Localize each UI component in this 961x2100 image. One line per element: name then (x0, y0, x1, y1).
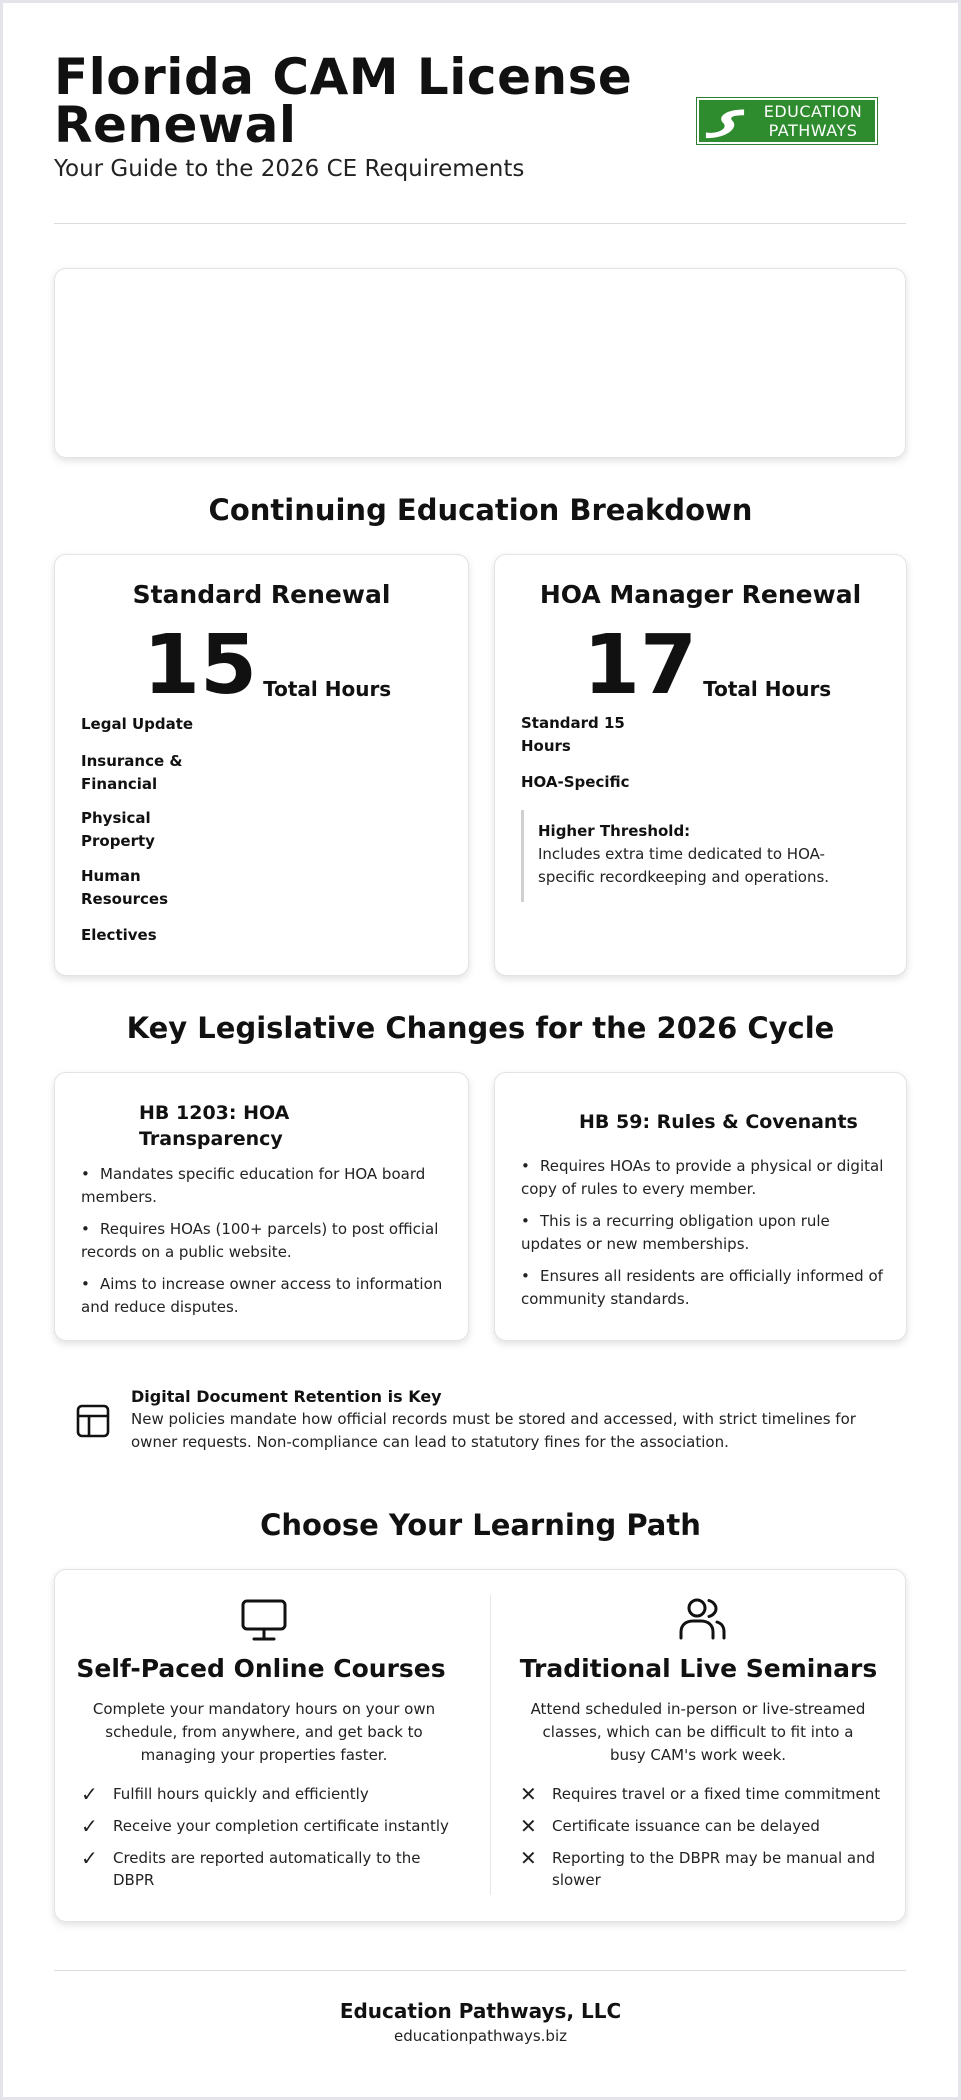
logo-line-1: EDUCATION (763, 102, 863, 121)
cross-icon: ✕ (520, 1814, 537, 1838)
monitor-icon (241, 1598, 287, 1642)
hb59-title: HB 59: Rules & Covenants (579, 1111, 858, 1133)
hoa-item: HOA-Specific (521, 773, 630, 791)
learning-path-card (54, 1569, 906, 1922)
hoa-renewal-title: HOA Manager Renewal (539, 580, 862, 609)
standard-renewal-card (54, 554, 469, 976)
list-item: ✓ Fulfill hours quickly and efficiently (81, 1782, 369, 1806)
page-title: Florida CAM License Renewal (54, 48, 633, 154)
education-pathways-logo[interactable] (696, 97, 878, 145)
callout-title: Digital Document Retention is Key (131, 1387, 442, 1406)
list-item: • Requires HOAs to provide a physical or digital copy of rules to every member. (521, 1157, 884, 1198)
online-description: Complete your mandatory hours on your own schedule, from anywhere, and get back to managing your properties faster. (92, 1700, 436, 1764)
hoa-hours-label: Total Hours (703, 677, 832, 701)
page-subtitle: Your Guide to the 2026 CE Requirements (54, 156, 525, 182)
logo-text (751, 102, 875, 140)
hoa-hours-value: 17 (583, 618, 698, 713)
hb1203-title: HB 1203: HOA Transparency (139, 1102, 290, 1150)
breakdown-heading: Continuing Education Breakdown (208, 493, 753, 527)
legislation-heading: Key Legislative Changes for the 2026 Cycle (126, 1011, 835, 1045)
hoa-item: Standard 15 Hours (521, 714, 625, 755)
standard-item: Electives (81, 926, 157, 944)
footer-company: Education Pathways, LLC (339, 1999, 622, 2023)
standard-item: Physical Property (81, 809, 155, 850)
learning-heading: Choose Your Learning Path (260, 1508, 701, 1542)
callout-body: New policies mandate how official records must be stored and accessed, with strict timelines for owner requests. Non-compliance can lead to statutory fines for the association. (131, 1410, 856, 1451)
hero-card (54, 268, 906, 458)
standard-item: Human Resources (81, 867, 169, 908)
live-points (520, 1783, 900, 1901)
note-title: Higher Threshold: (538, 822, 691, 840)
standard-hours (143, 618, 392, 713)
users-icon (677, 1596, 727, 1642)
list-item: • Ensures all residents are officially informed of community standards. (521, 1267, 883, 1308)
list-item: ✓ Receive your completion certificate instantly (81, 1814, 449, 1838)
cross-icon: ✕ (520, 1846, 537, 1870)
hb1203-card (54, 1072, 469, 1341)
list-item: ✓ Credits are reported automatically to the DBPR (81, 1846, 421, 1889)
check-icon: ✓ (81, 1846, 98, 1870)
standard-item: Legal Update (81, 715, 194, 733)
list-item: • Mandates specific education for HOA board members. (81, 1165, 426, 1206)
note-body: Includes extra time dedicated to HOA-specific recordkeeping and operations. (538, 845, 830, 886)
standard-hours-label: Total Hours (263, 677, 392, 701)
standard-renewal-title: Standard Renewal (132, 580, 391, 609)
standard-item: Insurance & Financial (81, 752, 183, 793)
higher-threshold-note (521, 810, 858, 902)
hoa-hours (583, 618, 832, 713)
hb59-card (494, 1072, 907, 1341)
check-icon: ✓ (81, 1782, 98, 1806)
hb1203-bullets (81, 1163, 446, 1328)
list-item: • Aims to increase owner access to information and reduce disputes. (81, 1275, 443, 1316)
list-item: ✕ Certificate issuance can be delayed (520, 1814, 820, 1838)
logo-line-2: PATHWAYS (768, 121, 858, 140)
layout-icon (75, 1403, 113, 1441)
check-icon: ✓ (81, 1814, 98, 1838)
footer-divider (54, 1970, 906, 1971)
header-divider (54, 223, 906, 224)
live-title: Traditional Live Seminars (519, 1654, 878, 1683)
hoa-renewal-card (494, 554, 907, 976)
road-icon (699, 100, 751, 142)
standard-hours-value: 15 (143, 618, 258, 713)
footer-url-link[interactable]: educationpathways.biz (393, 2027, 567, 2045)
hb59-bullets (521, 1155, 886, 1320)
list-item: • This is a recurring obligation upon rule updates or new memberships. (521, 1212, 830, 1253)
logo-badge (699, 100, 875, 142)
online-points (81, 1783, 461, 1901)
online-title: Self-Paced Online Courses (76, 1654, 446, 1683)
list-item: • Requires HOAs (100+ parcels) to post official records on a public website. (81, 1220, 439, 1261)
column-divider (490, 1595, 491, 1895)
list-item: ✕ Requires travel or a fixed time commitment (520, 1782, 881, 1806)
page (3, 3, 958, 2097)
live-description: Attend scheduled in-person or live-streamed classes, which can be difficult to fit into a busy CAM's work week. (530, 1700, 866, 1764)
list-item: ✕ Reporting to the DBPR may be manual and slower (520, 1846, 876, 1889)
cross-icon: ✕ (520, 1782, 537, 1806)
